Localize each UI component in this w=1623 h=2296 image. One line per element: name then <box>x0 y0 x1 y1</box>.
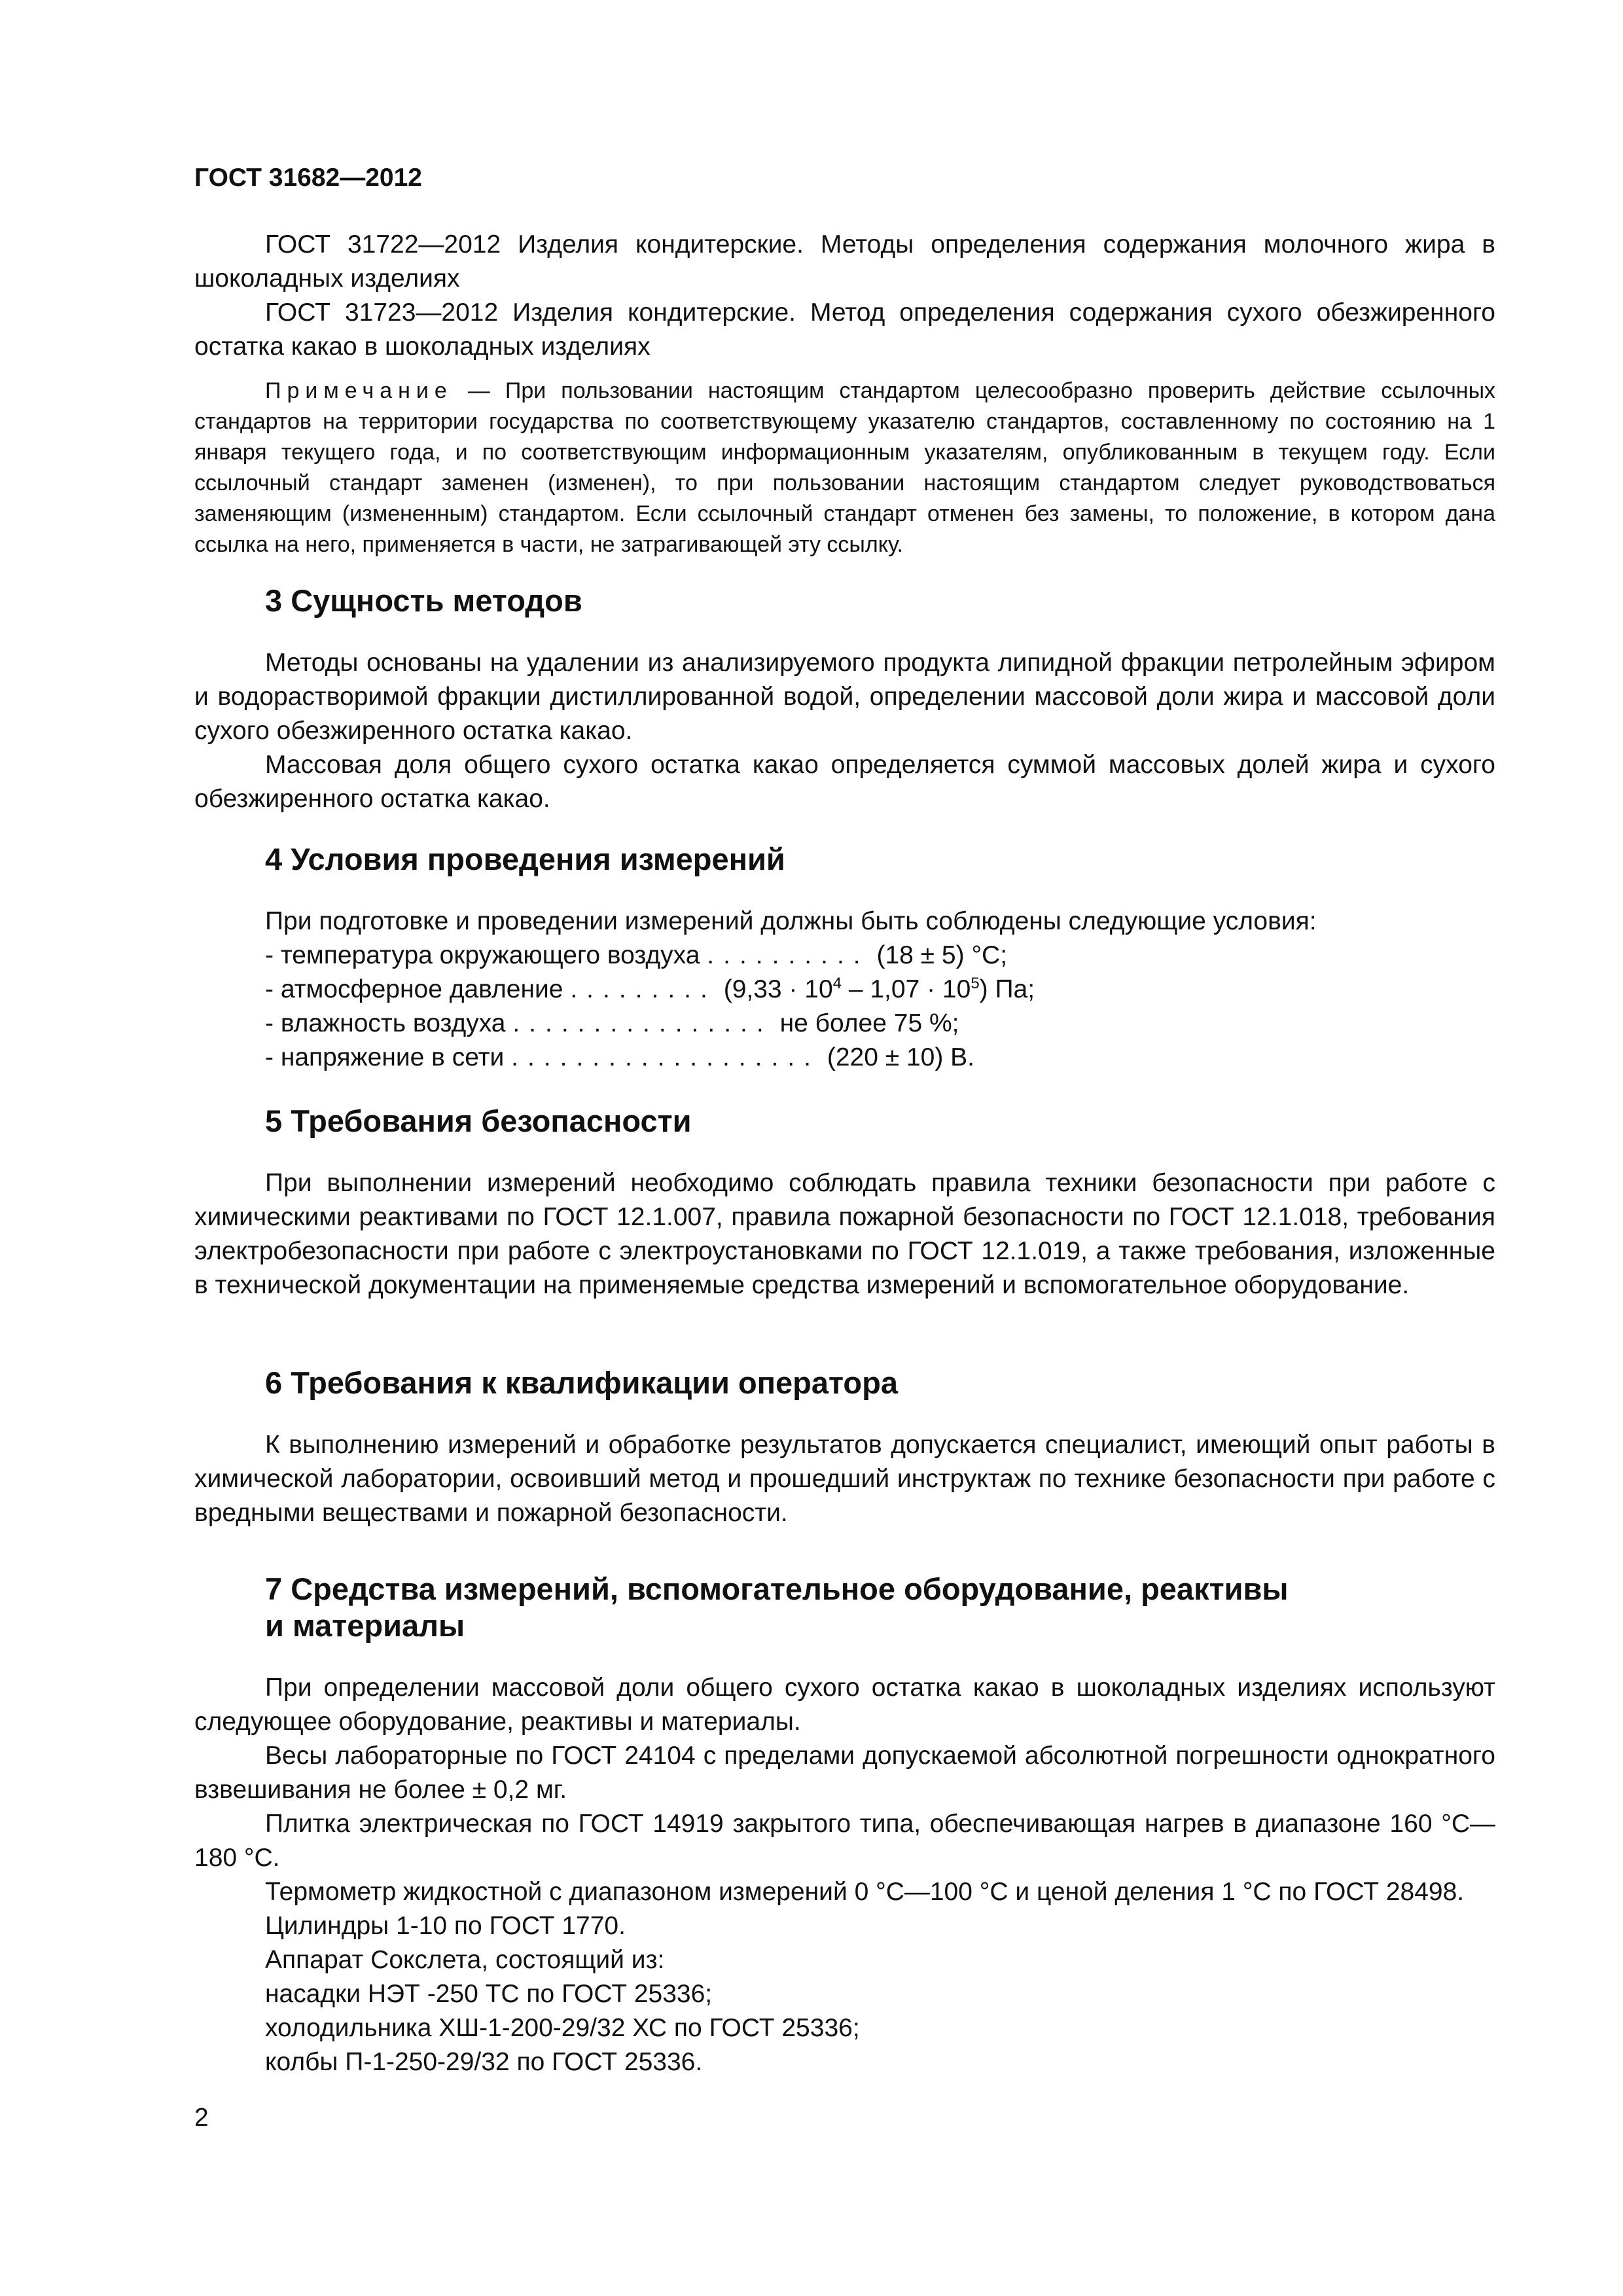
note-text: — При пользовании настоящим стандартом целесообразно проверить действие ссылочных стандартов на территории государства по соответствующему указателю стандартов, составленному по состоянию на 1 января текущего года, и по соответствующим информационным указателям, опубликованным в текущем году. Если ссылочный стандарт заменен (изменен), то при пользовании настоящим стандартом следует руководствоваться заменяющим (измененным) стандартом. Если ссылочный стандарт отменен без замены, то положение, в котором дана ссылка на него, применяется в части, не затрагивающей эту ссылку. <box>194 378 1496 557</box>
paragraph: Массовая доля общего сухого остатка какао определяется суммой массовых долей жира и сухого обезжиренного остатка какао. <box>194 751 1495 813</box>
note-label: Примечание <box>265 378 453 403</box>
paragraph: холодильника ХШ-1-200-29/32 ХС по ГОСТ 25336; <box>265 2014 860 2042</box>
paragraph: Термометр жидкостной с диапазоном измерений 0 °С—100 °С и ценой деления 1 °С по ГОСТ 28498. <box>265 1878 1465 1906</box>
condition-value: (220 ± 10) В. <box>827 1043 975 1071</box>
document-id-header: ГОСТ 31682—2012 <box>194 164 422 192</box>
section-4-title: 4 Условия проведения измерений <box>265 842 785 876</box>
note-block <box>194 376 1495 560</box>
paragraph: К выполнению измерений и обработке результатов допускается специалист, имеющий опыт работы в химической лаборатории, освоивший метод и прошедший инструктаж по технике безопасности при работе с вредными веществами и пожарной безопасности. <box>194 1431 1495 1527</box>
references-block <box>194 228 1495 364</box>
paragraph: При выполнении измерений необходимо соблюдать правила техники безопасности при работе с химическими реактивами по ГОСТ 12.1.007, правила пожарной безопасности по ГОСТ 12.1.018, требования электробезопасности при работе с электроустановками по ГОСТ 12.1.019, а также требования, изложенные в технической документации на применяемые средства измерений и вспомогательное оборудование. <box>194 1169 1495 1299</box>
paragraph: насадки НЭТ -250 ТС по ГОСТ 25336; <box>265 1980 713 2008</box>
section-3-body <box>194 646 1495 816</box>
page-number: 2 <box>194 2104 209 2132</box>
condition-label: - атмосферное давление <box>265 975 563 1003</box>
condition-value: $(9,33 \cdot 10^4 - 1,07 \cdot 10^5)$ Па; <box>723 975 1035 1003</box>
condition-value: (18 ± 5) °С; <box>876 941 1008 969</box>
paragraph: Цилиндры 1-10 по ГОСТ 1770. <box>265 1912 626 1940</box>
dot-leaders: ................ <box>512 1009 773 1037</box>
conditions-list <box>194 939 1495 1075</box>
paragraph: Плитка электрическая по ГОСТ 14919 закрытого типа, обеспечивающая нагрев в диапазоне 160 °С—180 °С. <box>194 1810 1495 1872</box>
condition-label: - напряжение в сети <box>265 1043 505 1071</box>
section-5-title: 5 Требования безопасности <box>265 1103 692 1138</box>
section-4 <box>194 841 1495 878</box>
condition-item <box>265 939 1495 973</box>
section-7-title: 7 Средства измерений, вспомогательное оборудование, реактивы и материалы <box>265 1571 1289 1643</box>
section-5-body <box>194 1166 1495 1302</box>
reference-item: ГОСТ 31722—2012 Изделия кондитерские. Методы определения содержания молочного жира в шоколадных изделиях <box>194 230 1495 293</box>
condition-item <box>265 1041 1495 1075</box>
paragraph: При определении массовой доли общего сухого остатка какао в шоколадных изделиях используют следующее оборудование, реактивы и материалы. <box>194 1674 1495 1736</box>
section-6 <box>194 1365 1495 1401</box>
dot-leaders: .......... <box>707 941 870 969</box>
section-5 <box>194 1103 1495 1139</box>
section-4-body <box>194 905 1495 1075</box>
condition-value: не более 75 %; <box>779 1009 959 1037</box>
condition-label: - влажность воздуха <box>265 1009 506 1037</box>
paragraph: колбы П-1-250-29/32 по ГОСТ 25336. <box>265 2048 703 2076</box>
section-3-title: 3 Сущность методов <box>265 583 582 618</box>
condition-item <box>265 973 1495 1007</box>
paragraph: Весы лабораторные по ГОСТ 24104 с пределами допускаемой абсолютной погрешности однократного взвешивания не более ± 0,2 мг. <box>194 1742 1495 1804</box>
section-3 <box>194 583 1495 619</box>
paragraph: Аппарат Сокслета, состоящий из: <box>265 1946 665 1974</box>
section-7-body <box>194 1671 1495 2079</box>
dot-leaders: ................... <box>511 1043 820 1071</box>
condition-item <box>265 1007 1495 1041</box>
section-6-title: 6 Требования к квалификации оператора <box>265 1365 898 1400</box>
paragraph: При подготовке и проведении измерений должны быть соблюдены следующие условия: <box>265 907 1317 935</box>
paragraph: Методы основаны на удалении из анализируемого продукта липидной фракции петролейным эфиром и водорастворимой фракции дистиллированной водой, определении массовой доли жира и массовой доли сухого обезжиренного остатка какао. <box>194 649 1495 745</box>
reference-item: ГОСТ 31723—2012 Изделия кондитерские. Метод определения содержания сухого обезжиренного остатка какао в шоколадных изделиях <box>194 298 1495 361</box>
condition-label: - температура окружающего воздуха <box>265 941 700 969</box>
dot-leaders: ......... <box>570 975 717 1003</box>
section-6-body <box>194 1428 1495 1530</box>
section-7 <box>194 1571 1495 1644</box>
